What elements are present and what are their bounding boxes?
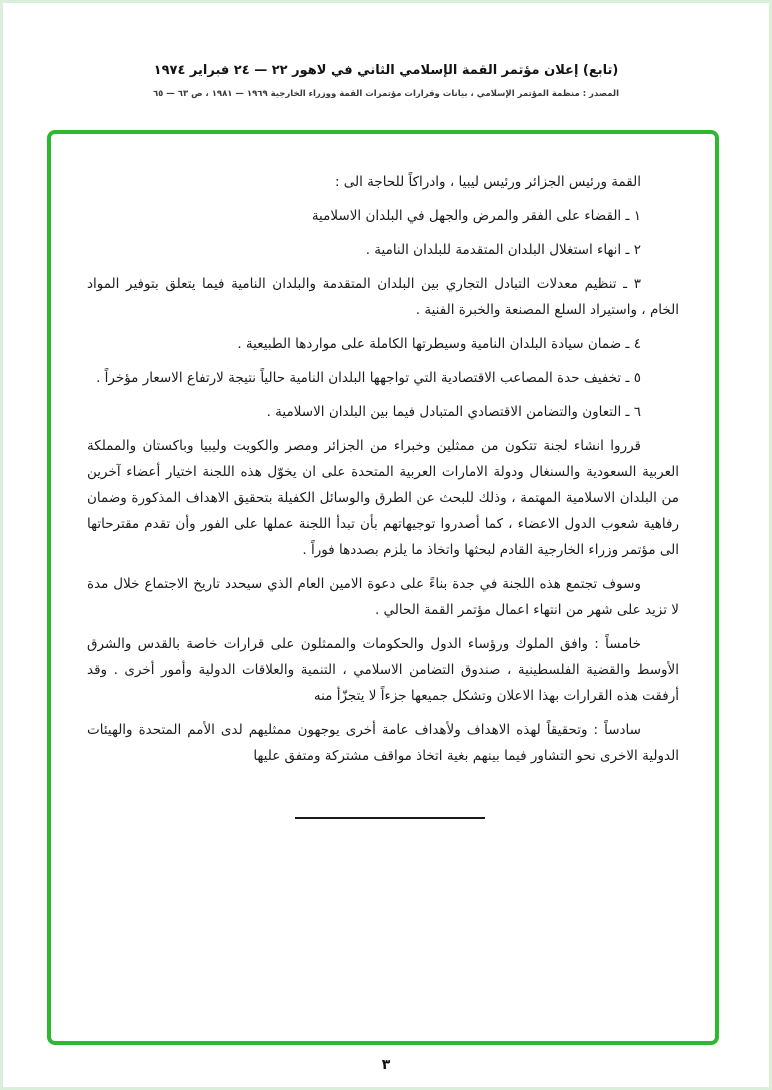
document-header-title: (تابع) إعلان مؤتمر القمة الإسلامي الثاني في لاهور ٢٢ — ٢٤ فبراير ١٩٧٤ bbox=[153, 63, 619, 78]
paragraph-item-3: ٣ ـ تنظيم معدلات التبادل التجاري بين البلدان المتقدمة والبلدان النامية فيما يتعلق بتوفير المواد الخام ، واستيراد السلع المصنعة والخبرة الفنية . bbox=[87, 276, 679, 318]
paragraph-item-6: ٦ ـ التعاون والتضامن الاقتصادي المتبادل فيما بين البلدان الاسلامية . bbox=[266, 404, 641, 420]
page-number: ٣ bbox=[381, 1057, 391, 1073]
paragraph-intro: القمة ورئيس الجزائر ورئيس ليبيا ، وادراكاً للحاجة الى : bbox=[334, 174, 641, 190]
source-line: المصدر : منظمة المؤتمر الإسلامي ، بيانات وقرارات مؤتمرات القمة ووزراء الخارجية ١٩٦٩ — ١٩٨١ ، ص ٦٣ — ٦٥ bbox=[152, 89, 620, 99]
paragraph-sixth: سادساً : وتحقيقاً لهذه الاهداف ولأهداف عامة أخرى يوجهون ممثليهم لدى الأمم المتحدة والهيئات الدولية الاخرى نحو التشاور فيما بينهم بغية اتخاذ مواقف مشتركة ومتفق عليها bbox=[87, 722, 679, 764]
paragraph-meeting: وسوف تجتمع هذه اللجنة في جدة بناءً على دعوة الامين العام الذي سيحدد تاريخ الاجتماع خلال مدة لا تزيد على شهر من انتهاء اعمال مؤتمر القمة الحالي . bbox=[87, 576, 679, 618]
paragraph-item-2: ٢ ـ انهاء استغلال البلدان المتقدمة للبلدان النامية . bbox=[365, 242, 641, 258]
document-page bbox=[3, 3, 769, 1087]
paragraph-fifth: خامساً : وافق الملوك ورؤساء الدول والحكومات والممثلون على قرارات خاصة بالقدس والشرق الأوسط والقضية الفلسطينية ، صندوق التضامن الاسلامي ، التنمية والعلاقات الدولية وأمور أخرى . وقد أرفقت هذه القرارات بهذا الاعلان وتشكل جميعها جزءاً لا يتجزّأ منه bbox=[87, 636, 679, 704]
paragraph-item-4: ٤ ـ ضمان سيادة البلدان النامية وسيطرتها الكاملة على مواردها الطبيعية . bbox=[237, 336, 641, 352]
paragraph-committee: قرروا انشاء لجنة تتكون من ممثلين وخبراء من الجزائر ومصر والكويت وليبيا وباكستان والمملكة العربية السعودية والسنغال ودولة الامارات العربية المتحدة على ان يخوّل هذه اللجنة اختيار أعضاء آخرين من البلدان الاسلامية المهتمة ، وذلك للبحث عن الطرق والوسائل الكفيلة بتحقيق الاهداف المذكورة وضمان رفاهية شعوب الدول الاعضاء ، كما أصدروا توجيهاتهم بأن تبدأ اللجنة عملها على الفور وأن تقدم مقترحاتها الى مؤتمر وزراء الخارجية القادم لبحثها واتخاذ ما يلزم بصددها فوراً . bbox=[87, 438, 679, 558]
paragraph-item-1: ١ ـ القضاء على الفقر والمرض والجهل في البلدان الاسلامية bbox=[311, 208, 641, 224]
document-body bbox=[87, 169, 679, 777]
separator-line bbox=[295, 817, 485, 819]
paragraph-item-5: ٥ ـ تخفيف حدة المصاعب الاقتصادية التي تواجهها البلدان النامية حالياً نتيجة لارتفاع الاسعار مؤخراً . bbox=[96, 370, 641, 386]
